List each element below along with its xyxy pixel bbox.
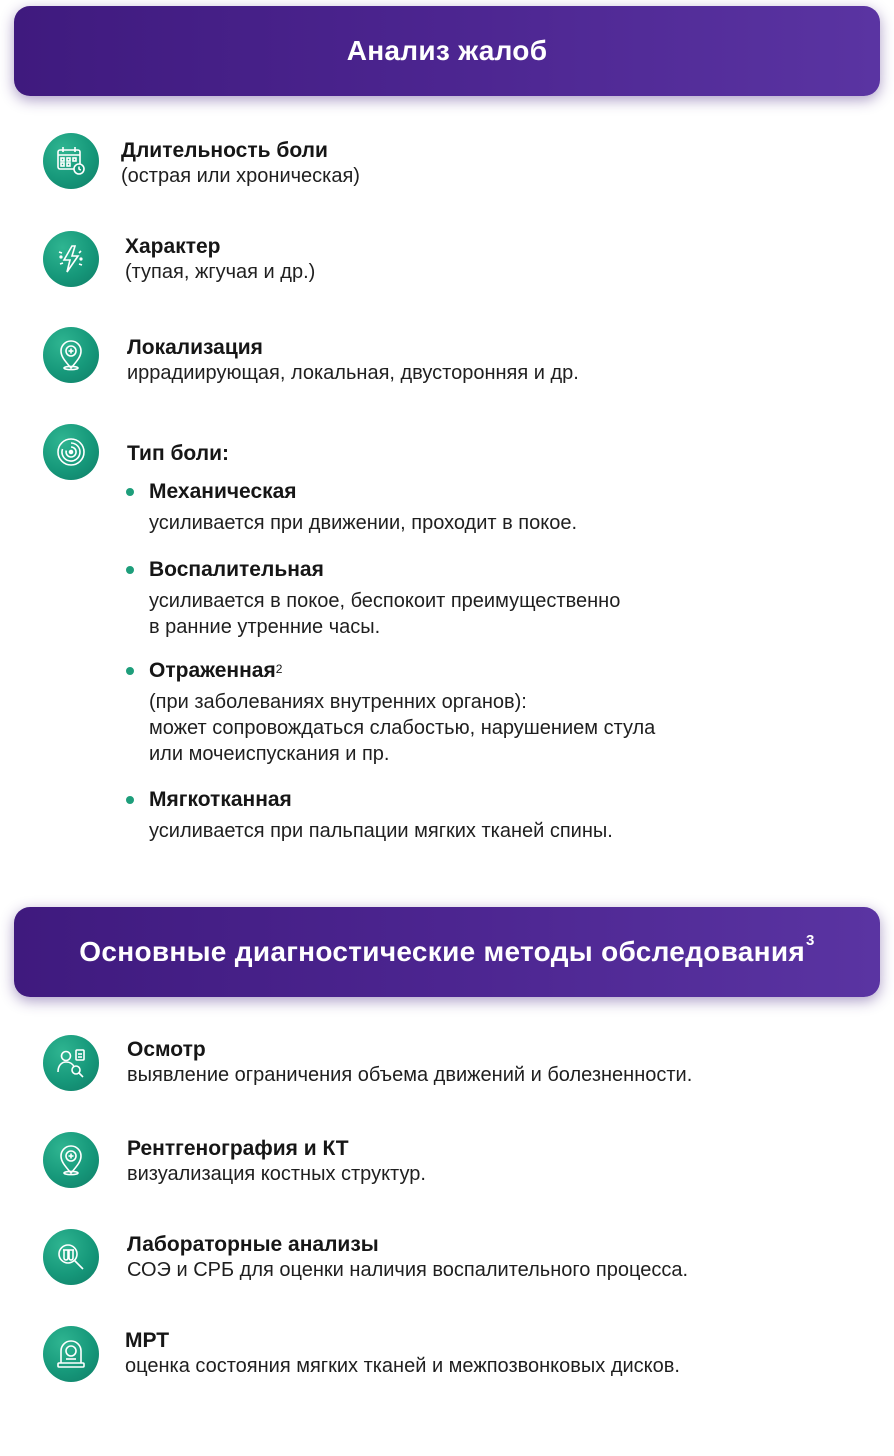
complaint-localization: [127, 336, 579, 386]
calendar-icon: [43, 133, 99, 189]
complaint-duration: [121, 139, 360, 189]
location-pin-icon: [43, 1132, 99, 1188]
sub-title: Мягкотканная: [149, 788, 292, 811]
item-title: Осмотр: [127, 1038, 206, 1061]
sub-desc: (при заболеваниях внутренних органов): может сопровождаться слабостью, нарушением стула или мочеиспускания и пр.: [149, 691, 656, 765]
mri-scanner-icon: [43, 1326, 99, 1382]
item-desc: (острая или хроническая): [121, 165, 360, 187]
target-icon: [43, 424, 99, 480]
pain-type-referred: [126, 659, 655, 767]
bullet-dot: [126, 796, 134, 804]
item-desc: СОЭ и СРБ для оценки наличия воспалительного процесса.: [127, 1259, 689, 1281]
pain-type-inflammatory: [126, 558, 620, 640]
location-pin-icon: [43, 327, 99, 383]
sub-desc: усиливается при движении, проходит в покое.: [149, 512, 578, 534]
item-title: Рентгенография и КТ: [127, 1137, 349, 1160]
section-title-text: Основные диагностические методы обследования: [79, 936, 806, 967]
item-desc: оценка состояния мягких тканей и межпозвонковых дисков.: [125, 1355, 680, 1377]
sub-title: Воспалительная: [149, 558, 324, 581]
item-title: Длительность боли: [121, 139, 328, 162]
item-title: Локализация: [127, 336, 263, 359]
complaint-pain-type: [127, 442, 229, 466]
item-desc: визуализация костных структур.: [127, 1163, 426, 1185]
diagnostic-lab-tests: [127, 1233, 688, 1283]
sub-title: [149, 659, 655, 683]
diagnostic-examination: [127, 1038, 692, 1088]
bullet-dot: [126, 667, 134, 675]
diagnostic-mri: [125, 1329, 680, 1379]
section-header-diagnostics: [14, 907, 880, 997]
lightning-icon: [43, 231, 99, 287]
footnote-mark: 3: [806, 932, 815, 949]
item-desc: выявление ограничения объема движений и болезненности.: [127, 1064, 693, 1086]
footnote-mark: 2: [275, 662, 283, 676]
item-title: Тип боли:: [127, 442, 229, 465]
lab-magnifier-icon: [43, 1229, 99, 1285]
bullet-dot: [126, 488, 134, 496]
diagnostic-xray-ct: [127, 1137, 426, 1187]
sub-title-text: Отраженная: [149, 659, 276, 682]
item-desc: иррадиирующая, локальная, двусторонняя и др.: [127, 362, 579, 384]
sub-title: Механическая: [149, 480, 297, 503]
complaint-character: [125, 235, 315, 285]
section-title: [79, 932, 815, 968]
section-header-complaints: [14, 6, 880, 96]
item-title: Характер: [125, 235, 221, 258]
doctor-exam-icon: [43, 1035, 99, 1091]
sub-desc: усиливается в покое, беспокоит преимущественно в ранние утренние часы.: [149, 590, 621, 638]
item-title: МРТ: [125, 1329, 170, 1352]
sub-desc: усиливается при пальпации мягких тканей спины.: [149, 820, 613, 842]
pain-type-soft-tissue: [126, 788, 613, 844]
item-title: Лабораторные анализы: [127, 1233, 379, 1256]
section-title: Анализ жалоб: [346, 35, 548, 66]
bullet-dot: [126, 566, 134, 574]
item-desc: (тупая, жгучая и др.): [125, 261, 316, 283]
pain-type-mechanical: [126, 480, 577, 536]
